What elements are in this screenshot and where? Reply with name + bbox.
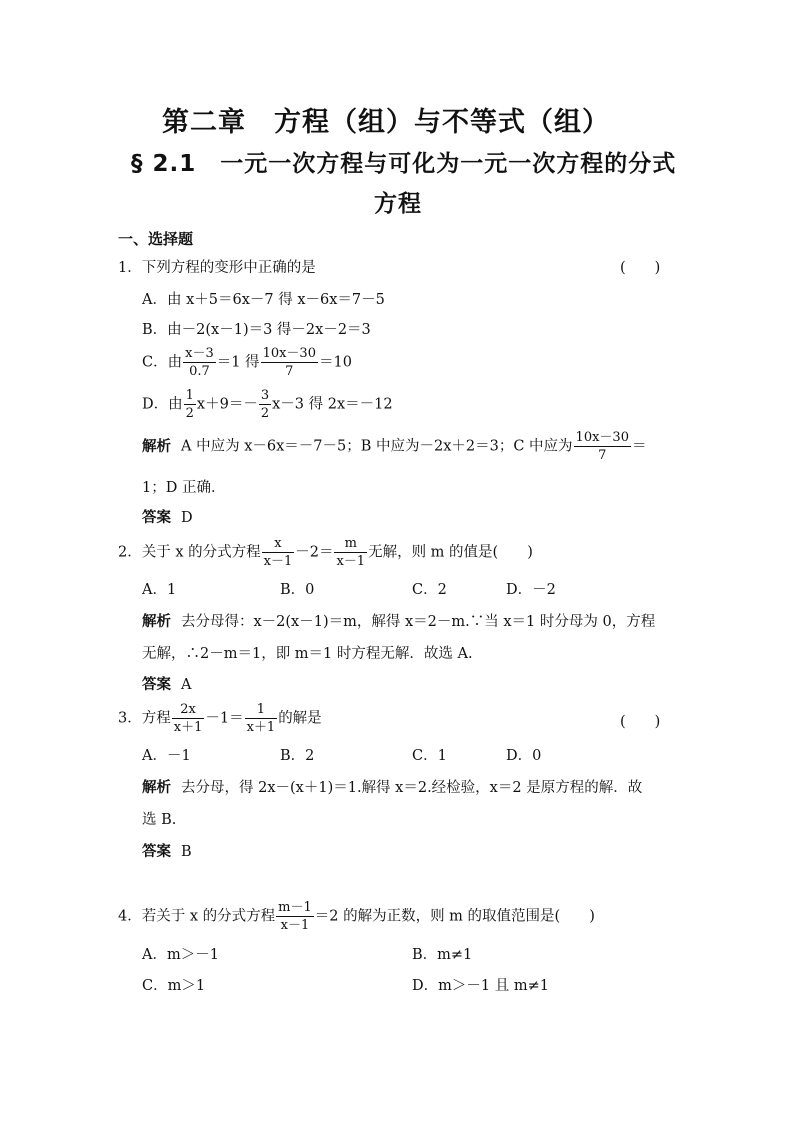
q2-option-a: A．1 (142, 582, 177, 598)
q2-answer: 答案 A (142, 677, 192, 693)
q3-analysis: 解析 去分母，得 2x－(x＋1)＝1.解得 x＝2.经检验，x＝2 是原方程的解．故 (142, 780, 643, 796)
q2-analysis: 解析 去分母得：x－2(x－1)＝m，解得 x＝2－m.∵当 x＝1 时分母为 0，方程 (142, 614, 656, 630)
q3-option-b: B．2 (280, 748, 315, 764)
q4-option-c: C．m＞1 (142, 978, 206, 994)
q4-option-b: B．m≠1 (412, 947, 473, 963)
section-heading: 一、选择题 (118, 230, 194, 248)
fraction: $\frac{m-1}{x-1}$ (278, 900, 312, 933)
fraction: $\frac{10x-30}{7}$ (262, 346, 316, 379)
fraction: $\frac{2x}{x+1}$ (173, 702, 203, 735)
q4-option-a: A．m＞－1 (142, 947, 219, 963)
q1-analysis: 解析 A 中应为 x－6x＝－7－5；B 中应为－2x＋2＝3；C 中应为 $\frac{10x-30}{7}$ ＝ (142, 430, 647, 463)
fraction: $\frac{3}{2}$ (260, 388, 270, 421)
q1-answer: 答案 D (142, 510, 193, 526)
q3-option-d: D．0 (506, 748, 542, 764)
q3-analysis-line2: 选 B. (142, 812, 177, 828)
q1-option-d: D．由 $\frac{1}{2}$ x＋9＝－ $\frac{3}{2}$ x－3 得 2x＝－12 (142, 388, 393, 421)
fraction: $\frac{x}{x-1}$ (263, 536, 293, 569)
q3-stem: 3．方程 $\frac{2x}{x+1}$ －1＝ $\frac{1}{x+1}$ 的解是 (118, 702, 322, 735)
q1-analysis-line2: 1；D 正确． (142, 480, 226, 496)
q1-option-a: A．由 x＋5＝6x－7 得 x－6x＝7－5 (142, 292, 385, 308)
q1-stem: 1．下列方程的变形中正确的是 (118, 260, 316, 276)
q1-option-b: B．由－2(x－1)＝3 得－2x－2＝3 (142, 322, 371, 338)
fraction: $\frac{x-3}{0.7}$ (185, 346, 214, 379)
fraction: $\frac{1}{2}$ (185, 388, 194, 421)
q2-option-c: C．2 (412, 582, 447, 598)
q2-stem: 2．关于 x 的分式方程 $\frac{x}{x-1}$ －2＝ $\frac{m}{x-1}$ 无解，则 m 的值是( ) (118, 536, 533, 569)
q4-stem: 4．若关于 x 的分式方程 $\frac{m-1}{x-1}$ ＝2 的解为正数，则 m 的取值范围是( ) (118, 900, 595, 933)
q1-answer-paren: ( ) (620, 260, 661, 276)
fraction: $\frac{1}{x+1}$ (246, 702, 276, 735)
q4-option-d: D．m＞－1 且 m≠1 (412, 978, 549, 994)
q2-analysis-line2: 无解，∴2－m＝1，即 m＝1 时方程无解．故选 A. (142, 646, 473, 662)
q3-option-c: C．1 (412, 748, 447, 764)
section-title-line2: 方程 (374, 191, 422, 217)
q3-answer: 答案 B (142, 844, 192, 860)
fraction: $\frac{m}{x-1}$ (336, 536, 366, 569)
chapter-title: 第二章 方程（组）与不等式（组） (162, 107, 610, 138)
fraction: $\frac{10x-30}{7}$ (575, 430, 629, 463)
q2-option-b: B．0 (280, 582, 315, 598)
q3-answer-paren: ( ) (620, 714, 661, 730)
section-title: § 2.1 一元一次方程与可化为一元一次方程的分式 (131, 151, 677, 177)
q1-option-c: C．由 $\frac{x-3}{0.7}$ ＝1 得 $\frac{10x-30}{7}$ ＝10 (142, 346, 352, 379)
q3-option-a: A．－1 (142, 748, 191, 764)
q2-option-d: D．－2 (506, 582, 556, 598)
